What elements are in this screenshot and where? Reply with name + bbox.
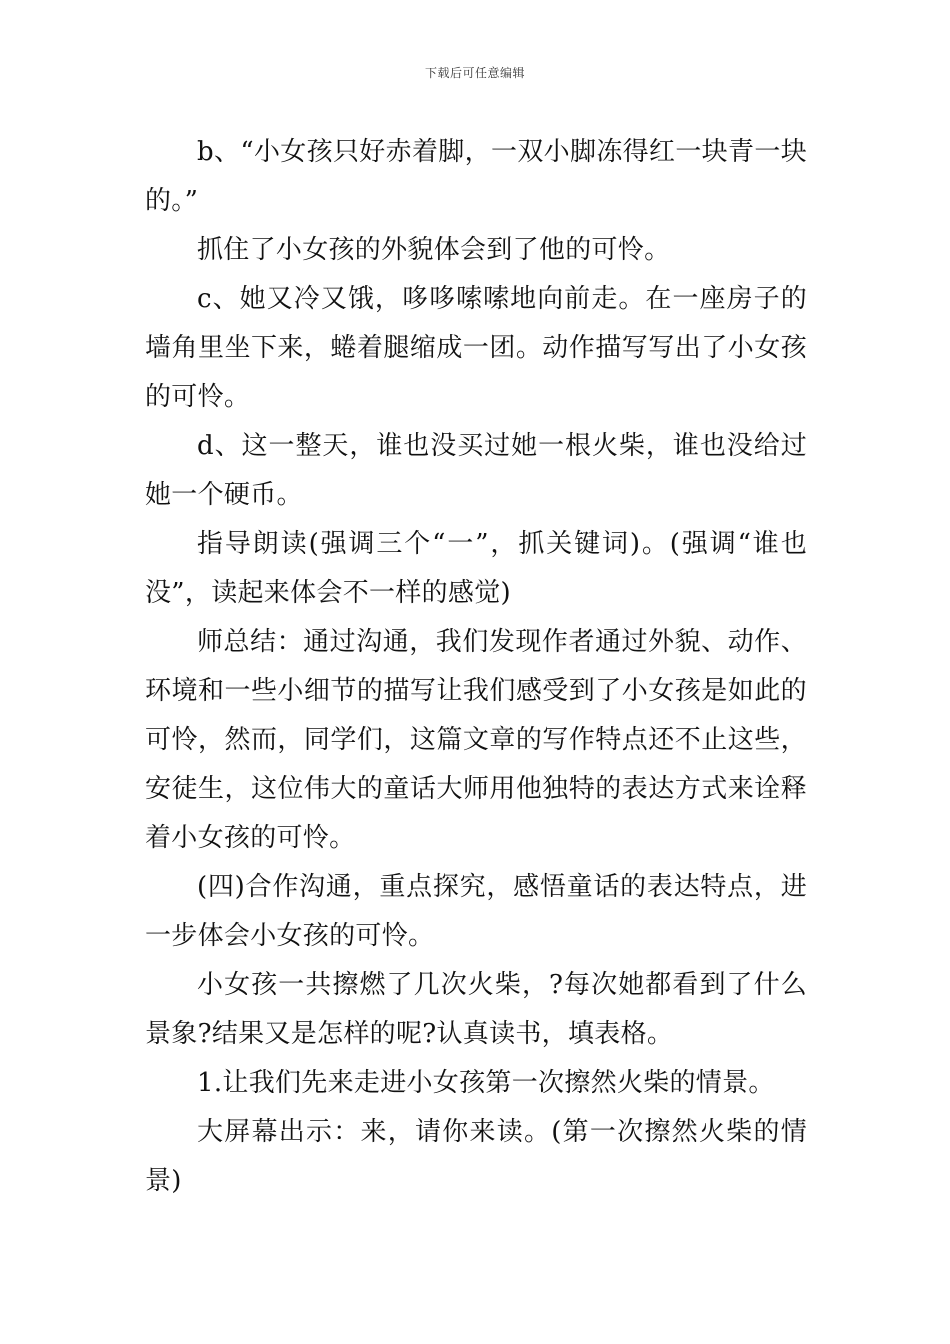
paragraph-section-four: (四)合作沟通，重点探究，感悟童话的表达特点，进一步体会小女孩的可怜。 <box>145 872 807 951</box>
document-body <box>145 128 807 1206</box>
paragraph-step-one: 1.让我们先来走进小女孩第一次擦然火柴的情景。 <box>197 1068 775 1098</box>
paragraph-b-comment: 抓住了小女孩的外貌体会到了他的可怜。 <box>197 235 671 265</box>
paragraph-reading-guide: 指导朗读(强调三个“一”，抓关键词)。(强调“谁也没”，读起来体会不一样的感觉) <box>145 529 807 608</box>
paragraph-c: c、她又冷又饿，哆哆嗦嗦地向前走。在一座房子的墙角里坐下来，蜷着腿缩成一团。动作描写写出了小女孩的可怜。 <box>145 284 807 412</box>
paragraph-question: 小女孩一共擦燃了几次火柴，?每次她都看到了什么景象?结果又是怎样的呢?认真读书，填表格。 <box>145 970 807 1049</box>
page-header: 下载后可任意编辑 <box>424 66 525 80</box>
paragraph-d: d、这一整天，谁也没买过她一根火柴，谁也没给过她一个硬币。 <box>145 431 807 510</box>
paragraph-screen-display: 大屏幕出示：来，请你来读。(第一次擦然火柴的情景) <box>145 1117 807 1196</box>
paragraph-b: b、“小女孩只好赤着脚，一双小脚冻得红一块青一块的。” <box>145 137 807 216</box>
paragraph-teacher-summary: 师总结：通过沟通，我们发现作者通过外貌、动作、环境和一些小细节的描写让我们感受到了小女孩是如此的可怜，然而，同学们，这篇文章的写作特点还不止这些，安徒生，这位伟大的童话大师用他独特的表达方式来诠释着小女孩的可怜。 <box>145 627 807 853</box>
